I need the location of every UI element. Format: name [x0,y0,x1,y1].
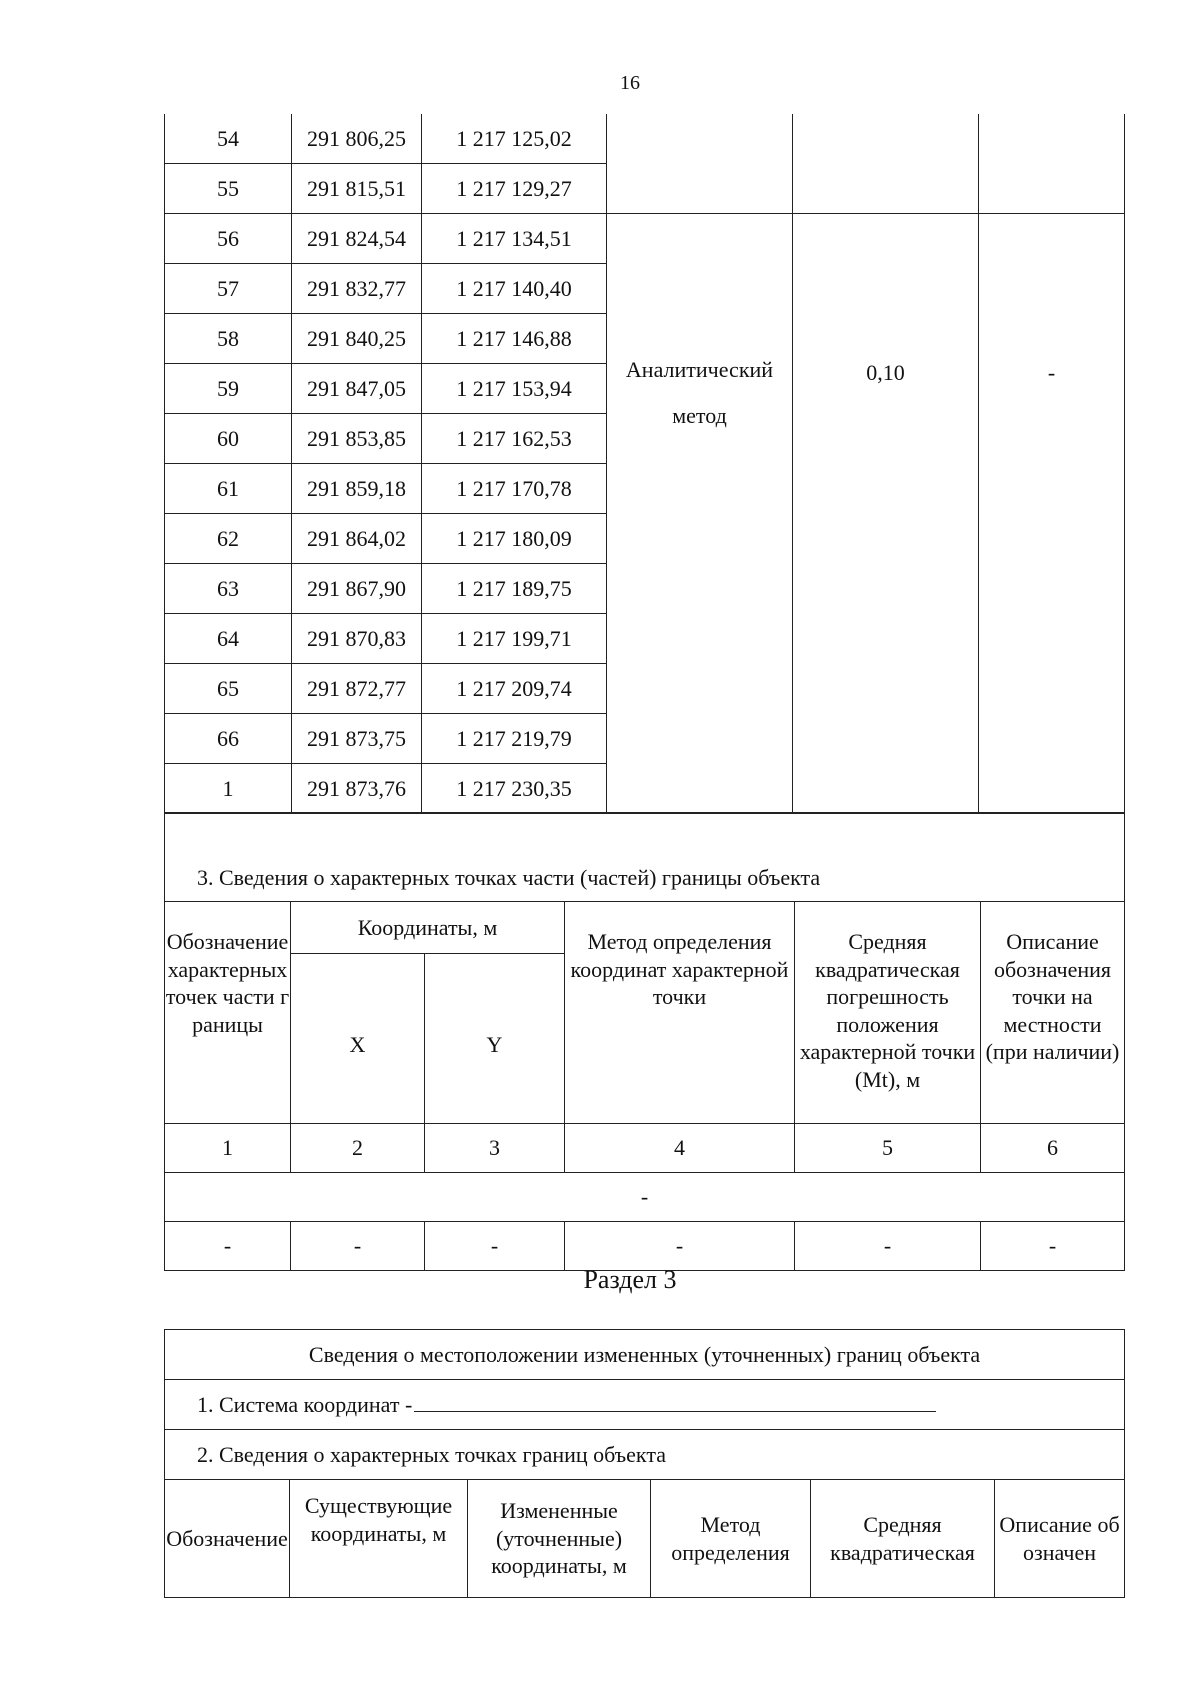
header-description: Описание обозначен [995,1480,1125,1598]
coordinate-y: 1 217 180,09 [422,514,607,564]
method-line: метод [672,403,727,428]
coordinate-y: 1 217 189,75 [422,564,607,614]
coordinate-y: 1 217 146,88 [422,314,607,364]
point-number: 54 [165,114,292,164]
empty-cell: - [165,1222,291,1271]
point-number: 61 [165,464,292,514]
column-number: 1 [165,1124,291,1173]
coordinate-y: 1 217 153,94 [422,364,607,414]
description-cell: - [979,214,1125,814]
header-existing-coordinates: Существующие координаты, м [290,1480,468,1598]
coordinate-x: 291 859,18 [292,464,422,514]
empty-part-row: - [165,1173,1125,1222]
changed-boundaries-table [164,1329,1125,1598]
boundary-points-title: 2. Сведения о характерных точках границ объекта [165,1430,1125,1480]
header-designation: Обозначение [165,1480,290,1598]
page-number: 16 [620,72,640,94]
column-number: 4 [565,1124,795,1173]
coordinate-x: 291 832,77 [292,264,422,314]
empty-cell: - [981,1222,1125,1271]
point-number: 65 [165,664,292,714]
changed-boundaries-title: Сведения о местоположении измененных (уточненных) границ объекта [165,1330,1125,1380]
coordinate-x: 291 806,25 [292,114,422,164]
point-number: 63 [165,564,292,614]
header-accuracy: Средняя квадратическая [811,1480,995,1598]
header-y: Y [425,954,565,1124]
coordinate-x: 291 872,77 [292,664,422,714]
coordinates-table [164,114,1125,814]
section3-note: 3. Сведения о характерных точках части (частей) границы объекта [197,864,821,890]
table-row [165,214,1125,264]
section-title: Раздел 3 [583,1265,677,1294]
coordinate-x: 291 870,83 [292,614,422,664]
coordinate-x: 291 873,76 [292,764,422,814]
coordinate-y: 1 217 209,74 [422,664,607,714]
header-x: X [291,954,425,1124]
point-number: 60 [165,414,292,464]
coordinate-x: 291 840,25 [292,314,422,364]
empty-cell: - [565,1222,795,1271]
coordinate-y: 1 217 230,35 [422,764,607,814]
continued-empty-cell [607,114,793,214]
point-number: 55 [165,164,292,214]
coordinate-system-row [165,1380,1125,1430]
method-line: Аналитический [625,357,774,382]
coordinate-x: 291 853,85 [292,414,422,464]
coordinate-x: 291 847,05 [292,364,422,414]
coordinate-y: 1 217 219,79 [422,714,607,764]
coordinate-y: 1 217 199,71 [422,614,607,664]
point-number: 1 [165,764,292,814]
coordinate-y: 1 217 129,27 [422,164,607,214]
coordinate-x: 291 873,75 [292,714,422,764]
header-method: Метод определения [651,1480,811,1598]
coordinate-y: 1 217 134,51 [422,214,607,264]
section3-note-row [165,813,1125,902]
point-number: 58 [165,314,292,364]
coordinate-y: 1 217 125,02 [422,114,607,164]
point-number: 64 [165,614,292,664]
coordinate-system-label: 1. Система координат - [197,1391,413,1417]
header-description: Описание обозначения точки на местности (при наличии) [981,902,1125,1124]
header-changed-coordinates: Измененные (уточненные) координаты, м [468,1480,651,1598]
column-number: 6 [981,1124,1125,1173]
coordinate-y: 1 217 162,53 [422,414,607,464]
coordinate-y: 1 217 170,78 [422,464,607,514]
point-number: 56 [165,214,292,264]
continued-empty-cell [979,114,1125,214]
column-number: 5 [795,1124,981,1173]
point-number: 66 [165,714,292,764]
continued-empty-cell [793,114,979,214]
coordinate-x: 291 815,51 [292,164,422,214]
point-number: 59 [165,364,292,414]
coordinate-x: 291 864,02 [292,514,422,564]
column-number: 2 [291,1124,425,1173]
coordinate-system-blank [414,1391,936,1412]
coordinate-y: 1 217 140,40 [422,264,607,314]
accuracy-cell: 0,10 [793,214,979,814]
empty-cell: - [425,1222,565,1271]
header-point-designation: Обозначение характерных точек части границы [165,902,291,1124]
header-accuracy: Средняя квадратическая погрешность положения характерной точки (Mt), м [795,902,981,1124]
coordinate-x: 291 867,90 [292,564,422,614]
coordinate-x: 291 824,54 [292,214,422,264]
header-method: Метод определения координат характерной точки [565,902,795,1124]
method-cell [607,214,793,814]
column-number: 3 [425,1124,565,1173]
table-row [165,114,1125,164]
part-boundary-points-table [164,812,1125,1271]
point-number: 62 [165,514,292,564]
empty-cell: - [291,1222,425,1271]
empty-cell: - [795,1222,981,1271]
point-number: 57 [165,264,292,314]
header-coordinates: Координаты, м [291,902,565,954]
